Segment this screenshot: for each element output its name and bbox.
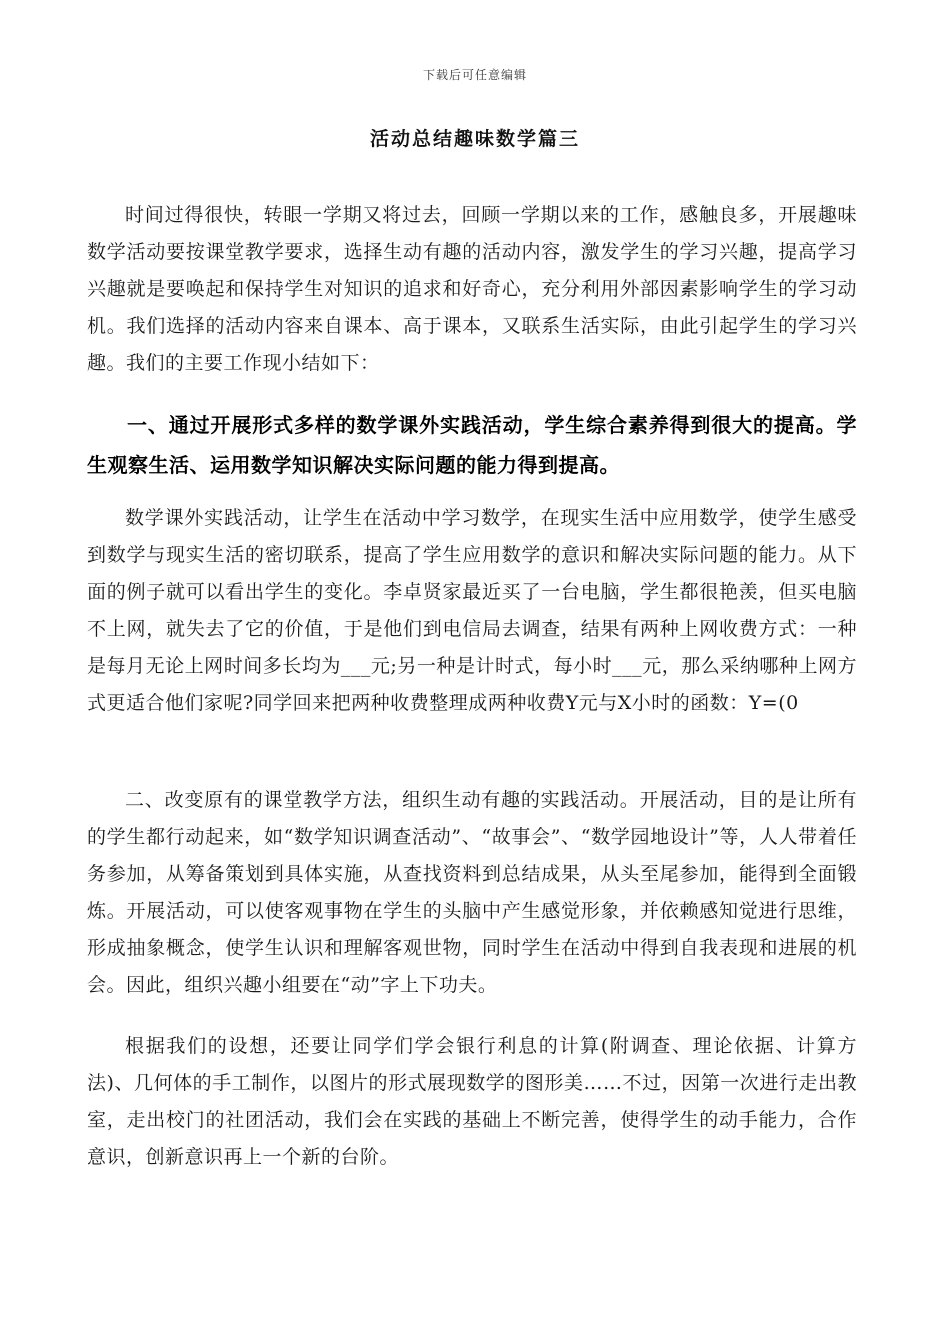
section-one-heading: 一、通过开展形式多样的数学课外实践活动，学生综合素养得到很大的提高。学生观察生活、运用数学知识解决实际问题的能力得到提高。	[87, 413, 857, 477]
document-title: 活动总结趣味数学篇三	[369, 128, 580, 150]
intro-paragraph: 时间过得很快，转眼一学期又将过去，回顾一学期以来的工作，感触良多，开展趣味数学活动要按课堂教学要求，选择生动有趣的活动内容，激发学生的学习兴趣，提高学习兴趣就是要唤起和保持学生对知识的追求和好奇心，充分利用外部因素影响学生的学习动机。我们选择的活动内容来自课本、高于课本，又联系生活实际，由此引起学生的学习兴趣。我们的主要工作现小结如下：	[87, 204, 857, 374]
closing-paragraph: 根据我们的设想，还要让同学们学会银行利息的计算(附调查、理论依据、计算方法)、几何体的手工制作，以图片的形式展现数学的图形美……不过，因第一次进行走出教室，走出校门的社团活动，我们会在实践的基础上不断完善，使得学生的动手能力，合作意识，创新意识再上一个新的台阶。	[87, 1035, 857, 1168]
section-two-paragraph: 二、改变原有的课堂教学方法，组织生动有趣的实践活动。开展活动，目的是让所有的学生都行动起来，如“数学知识调查活动”、“故事会”、“数学园地设计”等，人人带着任务参加，从筹备策划到具体实施，从查找资料到总结成果，从头至尾参加，能得到全面锻炼。开展活动，可以使客观事物在学生的头脑中产生感觉形象，并依赖感知觉进行思维，形成抽象概念，使学生认识和理解客观世物，同时学生在活动中得到自我表现和进展的机会。因此，组织兴趣小组要在“动”字上下功夫。	[87, 789, 857, 996]
section-one-body: 数学课外实践活动，让学生在活动中学习数学，在现实生活中应用数学，使学生感受到数学与现实生活的密切联系，提高了学生应用数学的意识和解决实际问题的能力。从下面的例子就可以看出学生的变化。李卓贤家最近买了一台电脑，学生都很艳羡，但买电脑不上网，就失去了它的价值，于是他们到电信局去调查，结果有两种上网收费方式：一种是每月无论上网时间多长均为___元;另一种是计时式，每小时___元，那么采纳哪种上网方式更适合他们家呢?同学回来把两种收费整理成两种收费Y元与X小时的函数：Y=(0	[87, 507, 857, 714]
page-header-note: 下载后可任意编辑	[422, 68, 527, 82]
